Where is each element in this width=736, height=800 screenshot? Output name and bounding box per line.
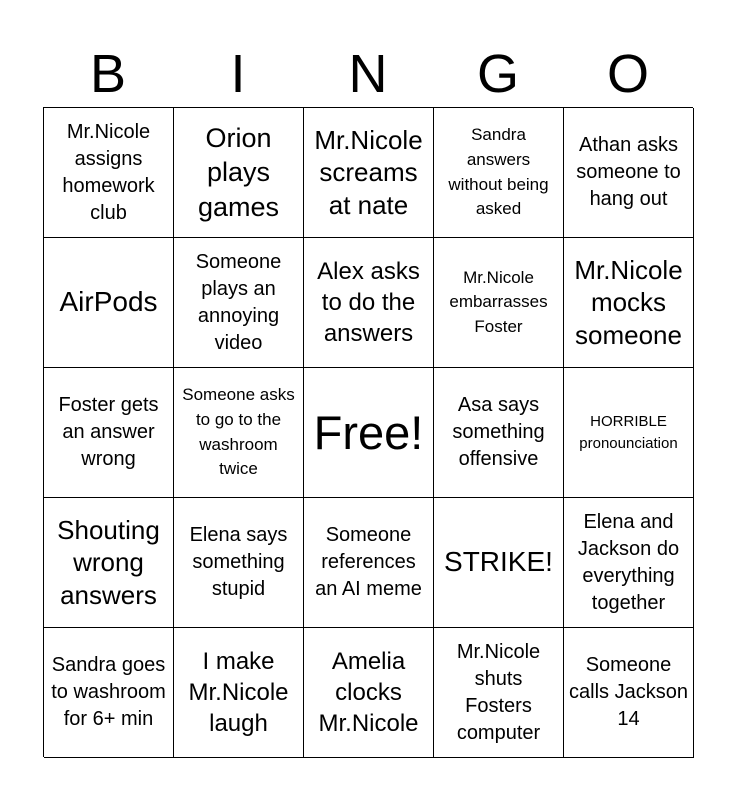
bingo-cell-r4-c1[interactable]	[44, 498, 174, 628]
bingo-cell-r2-c1[interactable]	[44, 238, 174, 368]
header-letter-i: I	[230, 44, 246, 104]
bingo-cell-r2-c4[interactable]	[434, 238, 564, 368]
bingo-cell-r2-c2[interactable]	[174, 238, 304, 368]
bingo-header	[43, 44, 693, 104]
cell-text: Someone calls Jackson 14	[569, 654, 688, 730]
cell-text: Orion plays games	[197, 122, 280, 222]
bingo-cell-r2-c3[interactable]	[304, 238, 434, 368]
bingo-board	[43, 107, 693, 757]
bingo-cell-r1-c2[interactable]	[174, 108, 304, 238]
bingo-cell-r4-c3[interactable]	[304, 498, 434, 628]
bingo-cell-r4-c5[interactable]	[564, 498, 694, 628]
cell-text: Mr.Nicole embarrasses Foster	[449, 267, 548, 336]
free-space-text: Free!	[313, 405, 424, 459]
bingo-cell-r4-c2[interactable]	[174, 498, 304, 628]
header-letter-g: G	[476, 44, 519, 104]
cell-text: Someone asks to go to the washroom twice	[182, 385, 295, 479]
cell-text: Foster gets an answer wrong	[58, 394, 159, 470]
header-letter-n: N	[348, 44, 388, 104]
bingo-cell-r5-c1[interactable]	[44, 628, 174, 758]
cell-text: Alex asks to do the answers	[317, 257, 420, 348]
cell-text: Mr.Nicole assigns homework club	[62, 120, 155, 224]
bingo-cell-r3-c4[interactable]	[434, 368, 564, 498]
bingo-cell-r3-c5[interactable]	[564, 368, 694, 498]
bingo-cell-r3-c1[interactable]	[44, 368, 174, 498]
bingo-cell-r5-c5[interactable]	[564, 628, 694, 758]
cell-text: Mr.Nicole shuts Fosters computer	[456, 640, 541, 744]
cell-text: Shouting wrong answers	[57, 514, 160, 610]
bingo-cell-r1-c5[interactable]	[564, 108, 694, 238]
cell-text: Sandra answers without being asked	[448, 125, 549, 219]
cell-text: I make Mr.Nicole laugh	[188, 647, 289, 738]
bingo-cell-r1-c4[interactable]	[434, 108, 564, 238]
bingo-cell-free[interactable]	[304, 368, 434, 498]
bingo-cell-r4-c4[interactable]	[434, 498, 564, 628]
cell-text: Someone references an AI meme	[315, 524, 422, 600]
cell-text: STRIKE!	[444, 546, 553, 578]
bingo-cell-r1-c1[interactable]	[44, 108, 174, 238]
bingo-cell-r3-c2[interactable]	[174, 368, 304, 498]
cell-text: Someone plays an annoying video	[195, 250, 282, 354]
cell-text: Elena says something stupid	[189, 524, 288, 600]
header-letter-o: O	[606, 44, 649, 104]
cell-text: Elena and Jackson do everything together	[577, 510, 680, 614]
cell-text: Amelia clocks Mr.Nicole	[318, 647, 419, 738]
cell-text: Athan asks someone to hang out	[576, 134, 681, 210]
cell-text: Asa says something offensive	[452, 394, 545, 470]
bingo-cell-r1-c3[interactable]	[304, 108, 434, 238]
bingo-cell-r2-c5[interactable]	[564, 238, 694, 368]
bingo-cell-r5-c3[interactable]	[304, 628, 434, 758]
header-letter-b: B	[89, 44, 127, 104]
bingo-cell-r5-c2[interactable]	[174, 628, 304, 758]
bingo-cell-r5-c4[interactable]	[434, 628, 564, 758]
cell-text: AirPods	[59, 286, 158, 318]
cell-text: Mr.Nicole mocks someone	[574, 254, 683, 350]
cell-text: Sandra goes to washroom for 6+ min	[51, 654, 166, 730]
cell-text: HORRIBLE pronounciation	[579, 412, 678, 452]
cell-text: Mr.Nicole screams at nate	[314, 124, 423, 220]
